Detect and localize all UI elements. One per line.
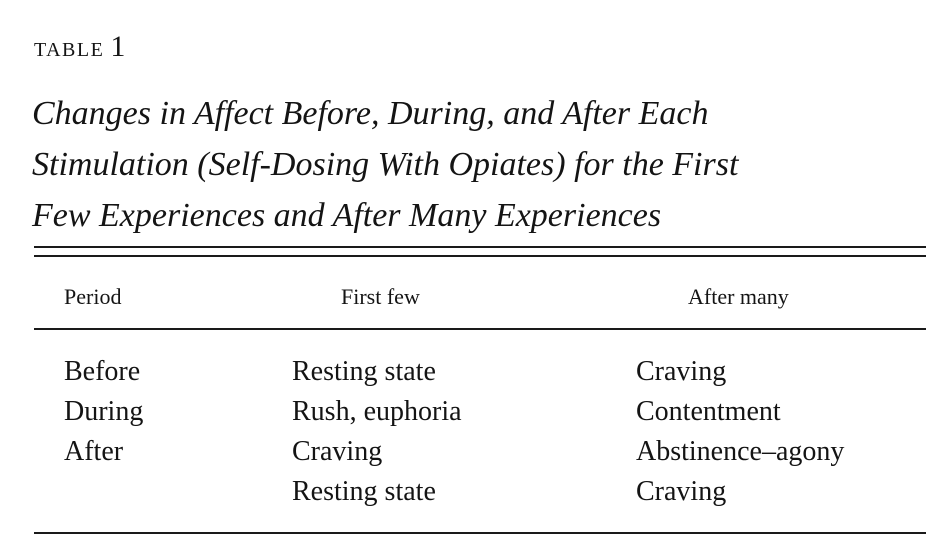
caption-line: Stimulation (Self-Dosing With Opiates) for the First (32, 146, 739, 183)
bottom-rule (34, 532, 926, 534)
top-rule-upper (34, 246, 926, 248)
header-rule (34, 328, 926, 330)
cell-after-many: Abstinence–agony (636, 436, 845, 467)
table-label-word: TABLE (34, 39, 105, 61)
header-period: Period (64, 284, 122, 309)
cell-first-few: Resting state (292, 476, 436, 507)
header-first-few: First few (341, 284, 420, 309)
table-caption (32, 88, 932, 241)
cell-period: During (64, 396, 144, 427)
table-number: 1 (110, 30, 126, 63)
cell-period: Before (64, 356, 141, 387)
top-rule-lower (34, 255, 926, 257)
cell-period: After (64, 436, 124, 467)
caption-line: Changes in Affect Before, During, and After Each (32, 95, 709, 132)
cell-after-many: Contentment (636, 396, 781, 427)
cell-first-few: Rush, euphoria (292, 396, 462, 427)
caption-line: Few Experiences and After Many Experiences (32, 197, 662, 234)
table-label (34, 32, 125, 62)
header-after-many: After many (688, 284, 789, 309)
cell-after-many: Craving (636, 476, 727, 507)
cell-first-few: Resting state (292, 356, 436, 387)
cell-after-many: Craving (636, 356, 727, 387)
cell-first-few: Craving (292, 436, 383, 467)
